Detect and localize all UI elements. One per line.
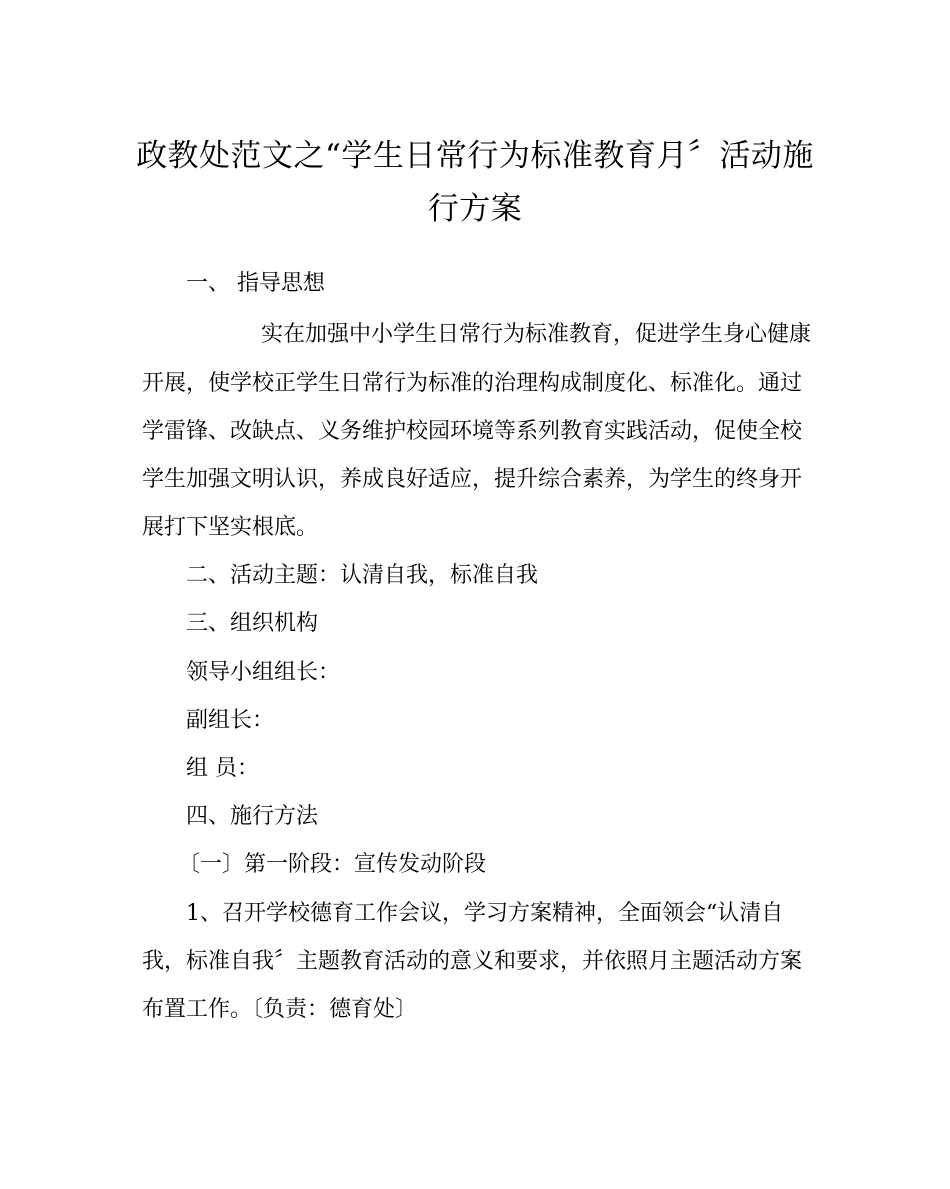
section-heading-methods: 四、施行方法 — [186, 804, 319, 829]
paragraph-line: 我，标准自我〞主题教育活动的意义和要求，并依照月主题活动方案 — [142, 949, 803, 974]
paragraph-line: 1、召开学校德育工作会议，学习方案精神，全面领会“认清自 — [186, 901, 784, 926]
paragraph-line: 开展，使学校正学生日常行为标准的治理构成制度化、标准化。通过 — [142, 371, 803, 396]
leader-label: 领导小组组长： — [186, 660, 341, 685]
paragraph-line: 布置工作。〔负责：德育处〕 — [142, 997, 418, 1022]
section-heading-guiding-ideology: 一、 指导思想 — [186, 271, 325, 296]
paragraph-line: 学生加强文明认识，养成良好适应，提升综合素养，为学生的终身开 — [142, 467, 803, 492]
section-heading-activity-theme: 二、活动主题：认清自我，标准自我 — [186, 563, 539, 588]
phase-one-heading: 〔一〕第一阶段：宣传发动阶段 — [178, 852, 487, 877]
document-title: 政教处范文之“学生日常行为标准教育月〞活动施行方案 — [136, 138, 814, 227]
section-heading-organization: 三、组织机构 — [186, 611, 319, 636]
paragraph-line: 实在加强中小学生日常行为标准教育，促进学生身心健康 — [261, 322, 812, 347]
paragraph-line: 展打下坚实根底。 — [142, 515, 319, 540]
members-label: 组 员： — [186, 756, 259, 781]
paragraph-line: 学雷锋、改缺点、义务维护校园环境等系列教育实践活动，促使全校 — [142, 419, 803, 444]
deputy-label: 副组长： — [186, 708, 275, 733]
